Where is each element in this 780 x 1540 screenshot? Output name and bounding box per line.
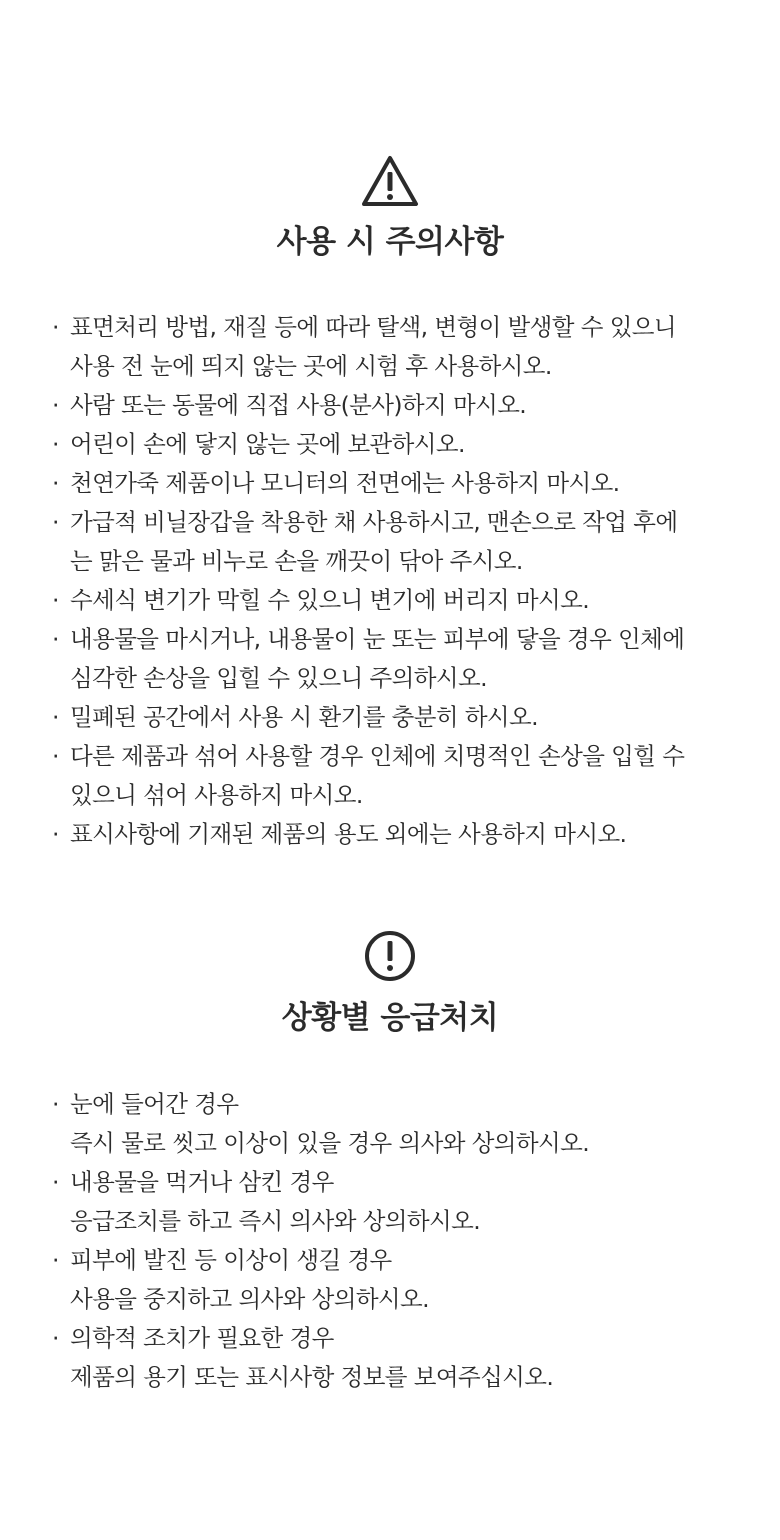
list-item-line: 있으니 섞어 사용하지 마시오.: [70, 781, 363, 809]
list-item: [52, 1085, 742, 1163]
list-item: [52, 503, 742, 581]
bullet-dot: ·: [52, 1090, 59, 1118]
list-item: [52, 1163, 742, 1241]
bullet-dot: ·: [52, 508, 59, 536]
list-item-line: 어린이 손에 닿지 않는 곳에 보관하시오.: [70, 430, 465, 458]
list-item-line: 다른 제품과 섞어 사용할 경우 인체에 치명적인 손상을 입힐 수: [70, 742, 685, 770]
list-item-line: 사람 또는 동물에 직접 사용(분사)하지 마시오.: [70, 391, 527, 419]
list-item: [52, 1319, 742, 1397]
caution-title: 사용 시 주의사항: [276, 224, 504, 260]
list-item-line: 수세식 변기가 막힐 수 있으니 변기에 버리지 마시오.: [70, 586, 590, 614]
bullet-dot: ·: [52, 1246, 59, 1274]
first-aid-list: [52, 1085, 742, 1397]
list-item-line: 내용물을 먹거나 삼킨 경우: [70, 1168, 334, 1196]
warning-triangle-icon: [0, 154, 780, 208]
bullet-dot: ·: [52, 625, 59, 653]
list-item-line: 눈에 들어간 경우: [70, 1090, 239, 1118]
list-item-line: 밀폐된 공간에서 사용 시 환기를 충분히 하시오.: [70, 703, 539, 731]
list-item: [52, 620, 742, 698]
list-item: [52, 425, 742, 464]
list-item: [52, 386, 742, 425]
bullet-dot: ·: [52, 703, 59, 731]
list-item-line: 가급적 비닐장갑을 착용한 채 사용하시고, 맨손으로 작업 후에: [70, 508, 678, 536]
bullet-dot: ·: [52, 820, 59, 848]
list-item-line: 사용을 중지하고 의사와 상의하시오.: [70, 1285, 429, 1313]
first-aid-title: 상황별 응급처치: [281, 1000, 499, 1036]
bullet-dot: ·: [52, 1168, 59, 1196]
list-item-line: 내용물을 마시거나, 내용물이 눈 또는 피부에 닿을 경우 인체에: [70, 625, 685, 653]
list-item: [52, 737, 742, 815]
bullet-dot: ·: [52, 313, 59, 341]
bullet-dot: ·: [52, 586, 59, 614]
list-item-line: 심각한 손상을 입힐 수 있으니 주의하시오.: [70, 664, 487, 692]
list-item-line: 즉시 물로 씻고 이상이 있을 경우 의사와 상의하시오.: [70, 1129, 590, 1157]
list-item-line: 사용 전 눈에 띄지 않는 곳에 시험 후 사용하시오.: [70, 352, 552, 380]
list-item-line: 는 맑은 물과 비누로 손을 깨끗이 닦아 주시오.: [70, 547, 523, 575]
list-item-line: 제품의 용기 또는 표시사항 정보를 보여주십시오.: [70, 1363, 554, 1391]
exclamation-circle-icon: [0, 929, 780, 983]
list-item: [52, 308, 742, 386]
list-item-line: 천연가죽 제품이나 모니터의 전면에는 사용하지 마시오.: [70, 469, 620, 497]
bullet-dot: ·: [52, 391, 59, 419]
bullet-dot: ·: [52, 742, 59, 770]
list-item: [52, 1241, 742, 1319]
bullet-dot: ·: [52, 469, 59, 497]
list-item: [52, 581, 742, 620]
list-item-line: 응급조치를 하고 즉시 의사와 상의하시오.: [70, 1207, 481, 1235]
list-item-line: 표면처리 방법, 재질 등에 따라 탈색, 변형이 발생할 수 있으니: [70, 313, 676, 341]
list-item: [52, 815, 742, 854]
list-item-line: 피부에 발진 등 이상이 생길 경우: [70, 1246, 392, 1274]
caution-list: [52, 308, 742, 854]
list-item: [52, 698, 742, 737]
list-item-line: 의학적 조치가 필요한 경우: [70, 1324, 334, 1352]
bullet-dot: ·: [52, 430, 59, 458]
list-item: [52, 464, 742, 503]
bullet-dot: ·: [52, 1324, 59, 1352]
list-item-line: 표시사항에 기재된 제품의 용도 외에는 사용하지 마시오.: [70, 820, 627, 848]
